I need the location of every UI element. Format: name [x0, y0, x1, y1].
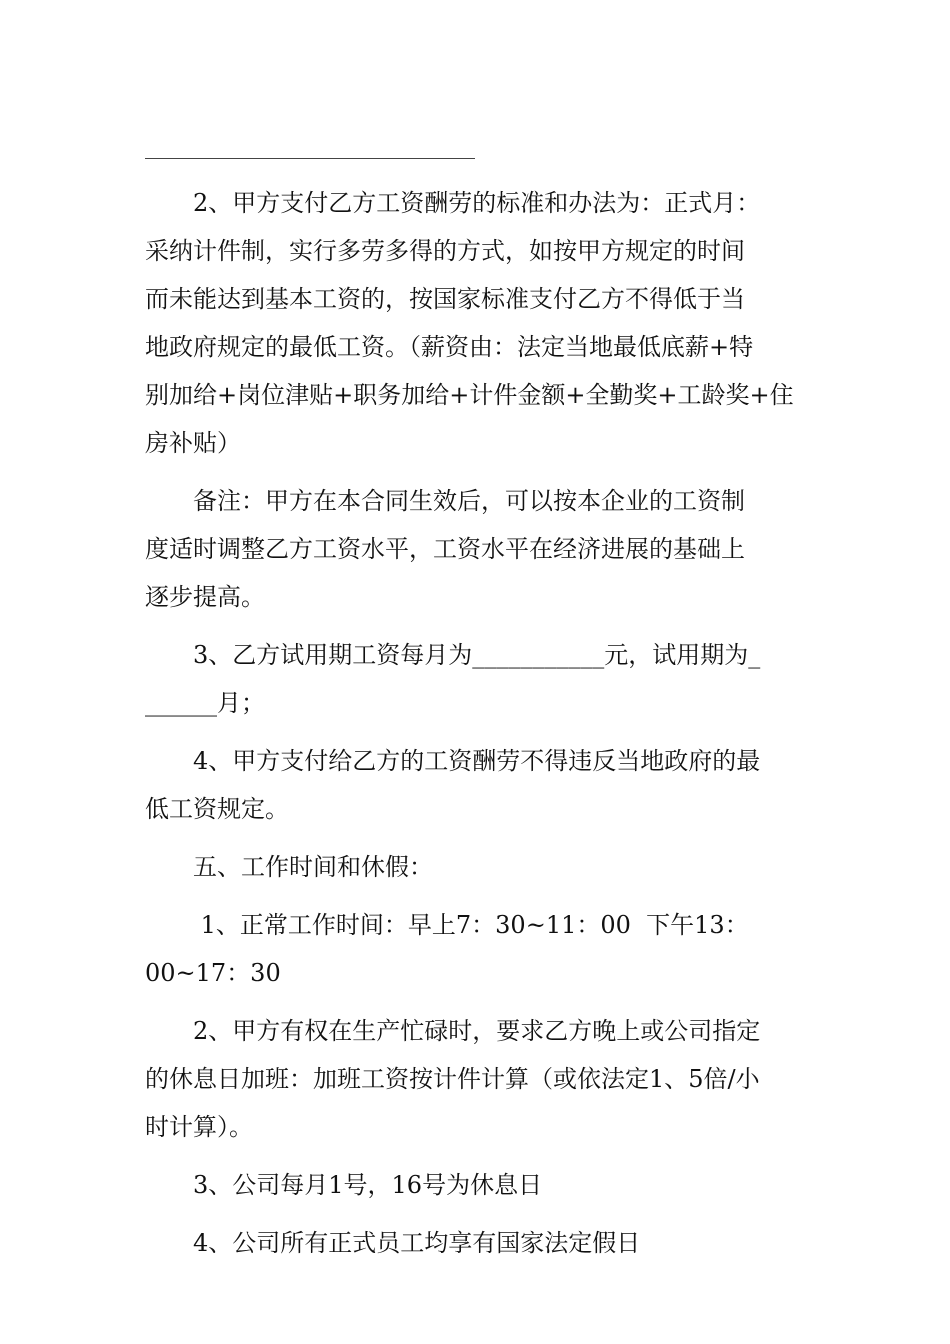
text-line: 而未能达到基本工资的，按国家标准支付乙方不得低于当	[145, 285, 745, 313]
paragraph-probation	[145, 631, 807, 727]
paragraph-rest-days	[145, 1161, 807, 1209]
paragraph-note	[145, 477, 807, 621]
text-line: 3、公司每月1号，16号为休息日	[193, 1171, 543, 1199]
text-line: 别加给+岗位津贴+职务加给+计件金额+全勤奖+工龄奖+住	[145, 381, 794, 409]
section-heading-work-time	[145, 843, 807, 891]
text-line: 2、甲方支付乙方工资酬劳的标准和办法为：正式月：	[193, 189, 761, 217]
text-line: 备注：甲方在本合同生效后，可以按本企业的工资制	[193, 487, 745, 515]
text-line: 4、公司所有正式员工均享有国家法定假日	[193, 1229, 641, 1257]
paragraph-pay-standard	[145, 179, 807, 467]
text-line: 房补贴）	[145, 429, 241, 457]
text-line: 五、工作时间和休假：	[193, 853, 433, 881]
text-line: 逐步提高。	[145, 583, 265, 611]
text-line: 时计算）。	[145, 1113, 253, 1141]
text-line: 3、乙方试用期工资每月为___________元，试用期为_	[193, 641, 761, 669]
text-line: 采纳计件制，实行多劳多得的方式，如按甲方规定的时间	[145, 237, 745, 265]
document-body	[145, 179, 807, 1277]
header-rule	[145, 158, 475, 159]
paragraph-work-hours	[145, 901, 807, 997]
text-line: 4、甲方支付给乙方的工资酬劳不得违反当地政府的最	[193, 747, 761, 775]
paragraph-minimum-wage	[145, 737, 807, 833]
text-line: 2、甲方有权在生产忙碌时，要求乙方晚上或公司指定	[193, 1017, 761, 1045]
text-line: ______月；	[145, 689, 265, 717]
text-line: 低工资规定。	[145, 795, 289, 823]
text-line: 00~17：30	[145, 959, 281, 987]
text-line: 的休息日加班：加班工资按计件计算（或依法定1、5倍/小	[145, 1065, 760, 1093]
text-line: 1、正常工作时间：早上7：30~11：00 下午13：	[193, 911, 749, 939]
paragraph-holidays	[145, 1219, 807, 1267]
text-line: 度适时调整乙方工资水平，工资水平在经济进展的基础上	[145, 535, 745, 563]
text-line: 地政府规定的最低工资。（薪资由：法定当地最低底薪+特	[145, 333, 754, 361]
paragraph-overtime	[145, 1007, 807, 1151]
